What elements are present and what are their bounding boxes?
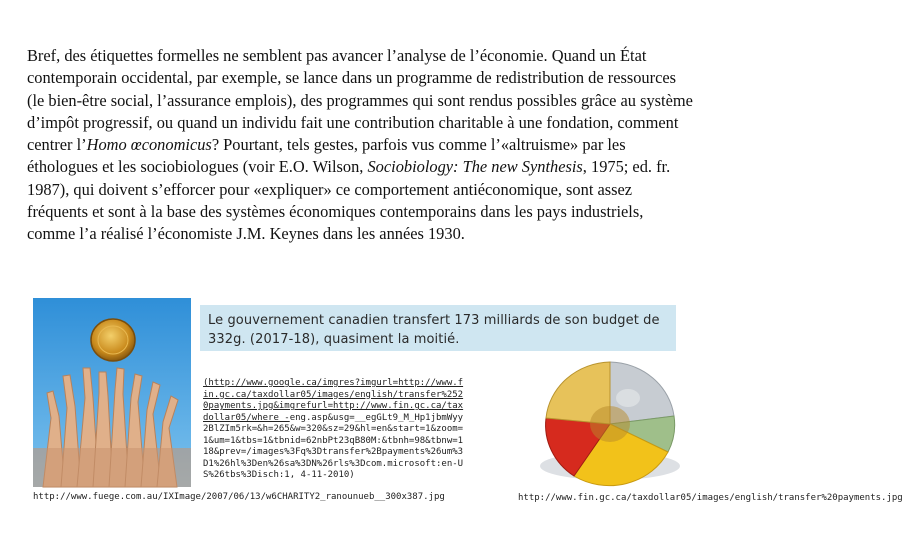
paragraph-italic-book: Sociobiology: The new Synthesis <box>367 157 583 177</box>
source-citation-left <box>33 492 445 504</box>
budget-callout <box>200 305 676 351</box>
main-paragraph <box>27 45 695 246</box>
source-right-text: http://www.fin.gc.ca/taxdollar05/images/english/transfer%20payments.jpg <box>518 493 903 503</box>
source-left-text: http://www.fuege.com.au/IXImage/2007/06/13/w6CHARITY2_ranounueb__300x387.jpg <box>33 492 445 502</box>
transfer-payments-coin-image <box>528 358 690 490</box>
paragraph-text-2: ? Pourtant, tels gestes, parfois vus comme l’«altruisme» par les éthologues et les sociobiologues (voir E.O. Wilson, <box>27 135 626 177</box>
source-citation-link[interactable]: (http://www.google.ca/imgres?imgurl=http://www.fin.gc.ca/taxdollar05/images/english/transfer%2520payments.jpg&imgrefurl=http://www.fin.gc.ca/taxdollar05/where_- <box>203 378 464 423</box>
source-citation-middle <box>203 378 465 482</box>
source-citation-right <box>518 493 903 505</box>
paragraph-italic-homo: Homo œconomicus <box>86 135 212 155</box>
paragraph-text-3: , 1975; ed. fr. 1987), qui doivent s’efforcer pour «expliquer» ce comportement antiéconomique, sont assez fréquents et sont à la base des systèmes économiques contemporains dans les pays industriels, comme l’a réalisé l’économiste J.M. Keynes dans les années 1930. <box>27 157 671 244</box>
paragraph-text-1: Bref, des étiquettes formelles ne semblent pas avancer l’analyse de l’économie. Quand un État contemporain occidental, par exemple, se lance dans un programme de redistribution de ressources (le bien-être social, l’assurance emplois), des programmes qui sont rendus possibles grâce au système d’impôt progressif, ou quand un individu fait une contribution charitable à une fondation, comment centrer l’ <box>27 46 693 155</box>
source-citation-rest: eng.asp&usg=__egGLt9_M_Hp1jbmWyy2BlZIm5rk=&h=265&w=320&sz=29&hl=en&start=1&zoom=1&um=1&tbs=1&tbnid=62nbPt23qB80M:&tbnh=98&tbnw=118&prev=/images%3Fq%3Dtransfer%2Bpayments%26um%3D1%26hl%3Den%26sa%3DN%26rls%3Dcom.microsoft:en-US%26tbs%3Disch:1, 4-11-2010) <box>203 412 464 480</box>
budget-callout-text: Le gouvernement canadien transfert 173 milliards de son budget de 332g. (2017-18), quasiment la moitié. <box>208 313 660 347</box>
charity-hands-photo <box>33 298 191 487</box>
